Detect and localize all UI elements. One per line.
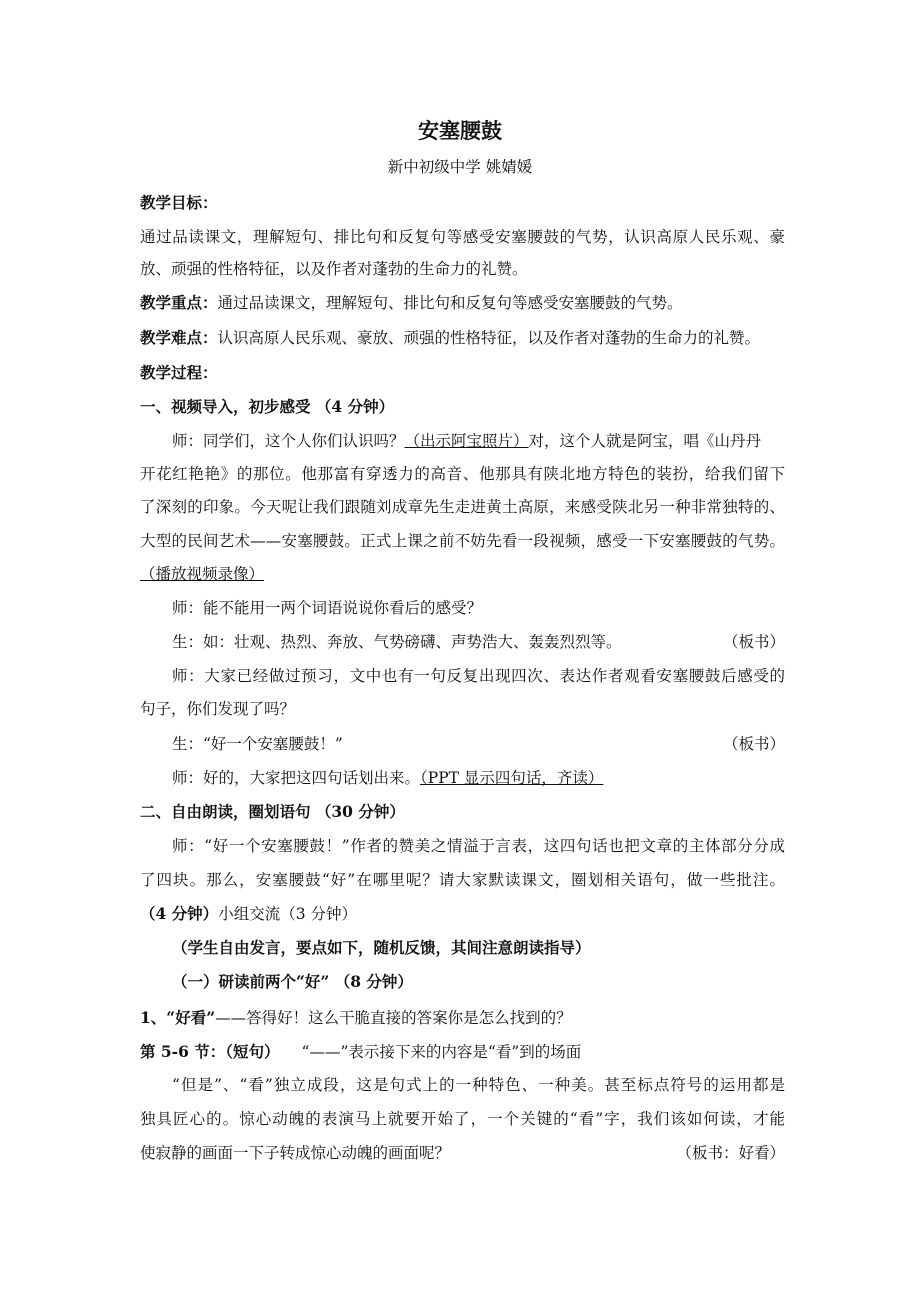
section-1-heading: 一、视频导入，初步感受 （4 分钟） bbox=[140, 397, 395, 416]
author-line: 新中初级中学 姚婧媛 bbox=[387, 158, 533, 176]
student-answer-1: 生：如：壮观、热烈、奔放、气势磅礴、声势浩大、轰轰烈烈等。 （板书） bbox=[172, 633, 785, 651]
section-2-heading: 二、自由朗读，圈划语句 （30 分钟） bbox=[140, 802, 405, 821]
paragraph-2-line-2: 了四块。那么，安塞腰鼓“好”在哪里呢？请大家默读课文，圈划相关语句，做一些批注。 bbox=[140, 871, 785, 889]
paragraph-2-line-3: （4 分钟）小组交流（3 分钟） bbox=[140, 904, 357, 923]
board-note: （板书） bbox=[722, 735, 785, 753]
paragraph-1-line-5: （播放视频录像） bbox=[140, 565, 265, 583]
paragraph-3-line-2: 独具匠心的。惊心动魄的表演马上就要开始了，一个关键的“看”字，我们该如何读，才能 bbox=[140, 1110, 785, 1128]
goal-text-line-1: 通过品读课文，理解短句、排比句和反复句等感受安塞腰鼓的气势，认识高原人民乐观、豪 bbox=[140, 228, 785, 246]
paragraph-3-line-1: “但是”、“看”独立成段，这是句式上的一种特色、一种美。甚至标点符号的运用都是 bbox=[172, 1076, 785, 1094]
student-discussion-note: （学生自由发言，要点如下，随机反馈，其间注意朗读指导） bbox=[172, 938, 591, 957]
board-note: （板书） bbox=[722, 633, 785, 651]
teacher-question-2-line-1: 师：大家已经做过预习，文中也有一句反复出现四次、表达作者观看安塞腰鼓后感受的 bbox=[172, 667, 785, 685]
teacher-instruction-3: 师：好的，大家把这四句话划出来。（PPT 显示四句话，齐读） bbox=[172, 769, 604, 787]
key-point: 教学重点：通过品读课文，理解短句、排比句和反复句等感受安塞腰鼓的气势。 bbox=[140, 293, 683, 312]
subsection-1-heading: （一）研读前两个“好” （8 分钟） bbox=[172, 972, 413, 991]
document-title: 安塞腰鼓 bbox=[418, 118, 502, 143]
goal-text-line-2: 放、顽强的性格特征，以及作者对蓬勃的生命力的礼赞。 bbox=[140, 260, 528, 278]
item-2: 第 5-6 节：（短句） “——”表示接下来的内容是“看”到的场面 bbox=[140, 1042, 582, 1061]
teacher-question-2-line-2: 句子，你们发现了吗？ bbox=[140, 700, 296, 718]
item-1: 1、“好看”——答得好！这么干脆直接的答案你是怎么找到的？ bbox=[140, 1008, 572, 1027]
paragraph-1-line-4: 大型的民间艺术——安塞腰鼓。正式上课之前不妨先看一段视频，感受一下安塞腰鼓的气势。 bbox=[140, 532, 785, 550]
paragraph-2-line-1: 师：“好一个安塞腰鼓！”作者的赞美之情溢于言表，这四句话也把文章的主体部分分成 bbox=[172, 837, 785, 855]
paragraph-1-line-3: 了深刻的印象。今天呢让我们跟随刘成章先生走进黄土高原，来感受陕北另一种非常独特的、 bbox=[140, 498, 785, 516]
student-answer-2: 生：“好一个安塞腰鼓！” （板书） bbox=[172, 735, 785, 753]
board-note: （板书：好看） bbox=[676, 1144, 785, 1162]
goal-heading: 教学目标： bbox=[140, 193, 218, 212]
process-heading: 教学过程： bbox=[140, 363, 218, 382]
paragraph-1-line-2: 开花红艳艳》的那位。他那富有穿透力的高音、他那具有陕北地方特色的装扮，给我们留下 bbox=[140, 465, 785, 483]
paragraph-3-line-3: 使寂静的画面一下子转成惊心动魄的画面呢？ （板书：好看） bbox=[140, 1144, 785, 1162]
paragraph-1-line-1: 师：同学们，这个人你们认识吗？（出示阿宝照片）对，这个人就是阿宝，唱《山丹丹 bbox=[172, 432, 762, 450]
teacher-question-1: 师：能不能用一两个词语说说你看后的感受？ bbox=[172, 599, 483, 617]
difficult-point: 教学难点：认识高原人民乐观、豪放、顽强的性格特征，以及作者对蓬勃的生命力的礼赞。 bbox=[140, 328, 761, 347]
